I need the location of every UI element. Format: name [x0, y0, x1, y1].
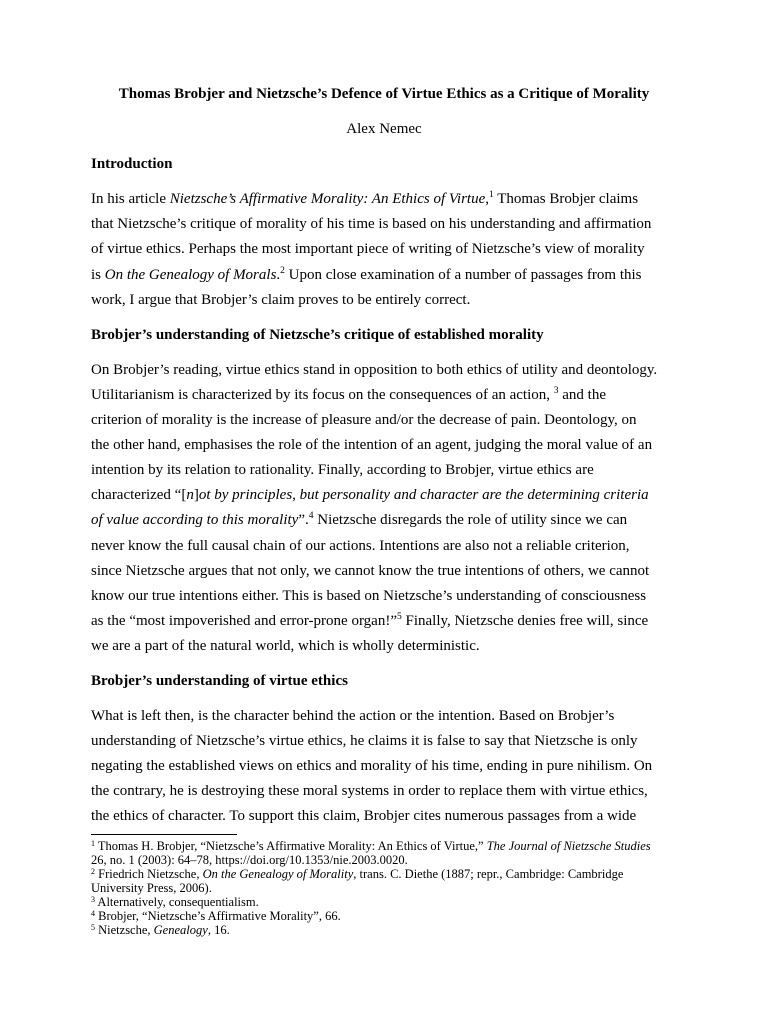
body-line: On Brobjer’s reading, virtue ethics stand in opposition to both ethics of utility and deontology.: [91, 361, 658, 378]
text-run: ”.: [298, 512, 309, 529]
work-title: On the Genealogy of Morality: [202, 866, 354, 881]
text-run: Utilitarianism is characterized by its focus on the consequences of an action,: [91, 386, 554, 403]
text-run: Upon close examination of a number of passages from this: [284, 266, 642, 283]
body-line: the other hand, emphasises the role of the intention of an agent, judging the moral value of an: [91, 437, 653, 454]
body-line: understanding of Nietzsche’s virtue ethics, he claims it is false to say that Nietzsche is only: [91, 733, 638, 750]
text-run: Friedrich Nietzsche,: [95, 866, 203, 881]
body-line: we are a part of the natural world, which is wholly deterministic.: [91, 637, 480, 654]
footnote-number: 5: [91, 922, 95, 932]
text-run: ,: [485, 191, 490, 208]
work-title: Genealogy: [153, 922, 208, 937]
section-heading-introduction: Introduction: [91, 156, 173, 173]
section-heading-critique: Brobjer’s understanding of Nietzsche’s critique of established morality: [91, 326, 544, 343]
text-run: , trans. C. Diethe (1887; repr., Cambridge: Cambridge: [353, 866, 624, 881]
body-line: What is left then, is the character behind the action or the intention. Based on Brobjer’s: [91, 708, 615, 725]
body-line: [91, 508, 677, 533]
footnote-4: [91, 909, 677, 923]
work-title: The Journal of Nietzsche Studies: [486, 838, 651, 853]
text-run: ]: [193, 487, 199, 504]
quotation-italic: ot by principles, but personality and character are the determining criteria: [198, 487, 649, 504]
body-line: work, I argue that Brobjer’s claim proves to be entirely correct.: [91, 291, 471, 308]
body-line: [91, 263, 677, 288]
body-line: that Nietzsche’s critique of morality of his time is based on his understanding and affirmation: [91, 216, 652, 233]
author-name: Alex Nemec: [346, 121, 422, 138]
text-run: , 16.: [207, 922, 230, 937]
text-run: In his article: [91, 191, 170, 208]
footnote-1-continued: 26, no. 1 (2003): 64–78, https://doi.org/10.1353/nie.2003.0020.: [91, 852, 408, 867]
body-line: [91, 187, 677, 212]
body-line: the ethics of character. To support this claim, Brobjer cites numerous passages from a wide: [91, 808, 637, 825]
footnote-number: 3: [91, 894, 95, 904]
footnote-number: 1: [91, 838, 95, 848]
body-line: [91, 609, 677, 634]
text-run: Thomas Brobjer claims: [493, 191, 639, 208]
paragraph-critique: [91, 358, 677, 659]
footnotes: [91, 839, 677, 937]
footnote-number: 2: [91, 866, 95, 876]
work-title: Nietzsche’s Affirmative Morality: An Ethics of Virtue: [169, 191, 486, 208]
body-line: [91, 483, 677, 508]
body-line: of virtue ethics. Perhaps the most important piece of writing of Nietzsche’s view of morality: [91, 241, 645, 258]
body-line: the contrary, he is destroying these moral systems in order to replace them with virtue ethics,: [91, 783, 648, 800]
document-title: Thomas Brobjer and Nietzsche’s Defence of Virtue Ethics as a Critique of Morality: [118, 86, 650, 102]
footnote-ref-1: 1: [489, 190, 494, 201]
text-run: Brobjer, “Nietzsche’s Affirmative Morality”, 66.: [95, 908, 341, 923]
footnote-divider: [91, 834, 237, 835]
text-run: and the: [558, 386, 606, 403]
footnote-ref-4: 4: [308, 511, 314, 522]
text-run: Nietzsche,: [95, 922, 154, 937]
text-run: .: [276, 266, 281, 283]
footnote-3: [91, 895, 677, 909]
quotation-italic: n: [186, 487, 194, 504]
text-run: is: [91, 266, 105, 283]
footnote-2-continued: University Press, 2006).: [91, 880, 212, 895]
body-line: negating the established views on ethics and morality of his time, ending in pure nihilism. On: [91, 758, 653, 775]
body-line: intention by its relation to rationality. Finally, according to Brobjer, virtue ethics are: [91, 462, 594, 479]
body-line: [91, 383, 677, 408]
body-line: never know the full causal chain of our actions. Intentions are also not a reliable criterion,: [91, 537, 630, 554]
body-line: know our true intentions either. This is based on Nietzsche’s understanding of consciousness: [91, 587, 647, 604]
text-run: Thomas H. Brobjer, “Nietzsche’s Affirmative Morality: An Ethics of Virtue,”: [95, 838, 487, 853]
footnote-ref-5: 5: [396, 611, 402, 622]
text-run: Finally, Nietzsche denies free will, since: [401, 612, 649, 629]
text-run: Alternatively, consequentialism.: [95, 894, 259, 909]
footnote-ref-2: 2: [280, 265, 285, 276]
text-run: Nietzsche disregards the role of utility since we can: [313, 512, 628, 529]
text-run: characterized “[: [91, 487, 187, 504]
footnote-5: [91, 923, 677, 937]
footnote-number: 4: [91, 908, 95, 918]
footnote-ref-3: 3: [553, 385, 559, 396]
paragraph-introduction: [91, 187, 677, 312]
work-title: On the Genealogy of Morals: [104, 266, 277, 283]
section-heading-virtue-ethics: Brobjer’s understanding of virtue ethics: [91, 672, 348, 689]
paragraph-virtue-ethics: [91, 704, 677, 829]
body-line: since Nietzsche argues that not only, we cannot know the true intentions of others, we cannot: [91, 562, 650, 579]
quotation-italic: of value according to this morality: [91, 512, 299, 529]
body-line: criterion of morality is the increase of pleasure and/or the decrease of pain. Deontology, on: [91, 412, 637, 429]
footnote-1: [91, 839, 677, 853]
text-run: as the “most impoverished and error-prone organ!”: [91, 612, 397, 629]
footnote-2: [91, 867, 677, 881]
